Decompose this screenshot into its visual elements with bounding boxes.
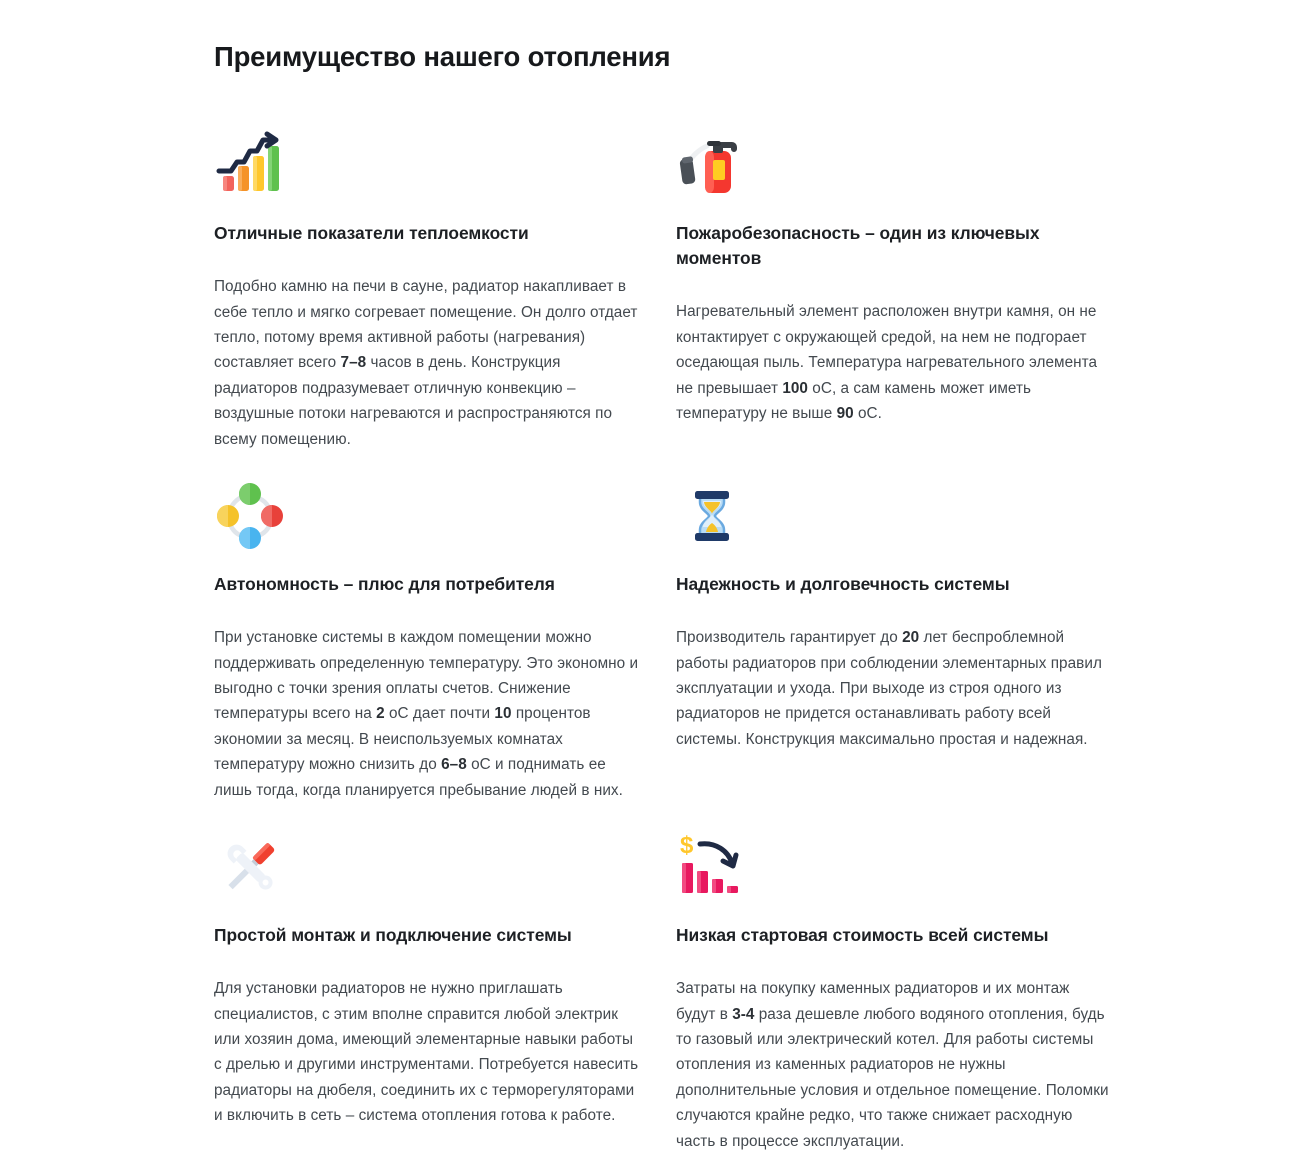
advantages-grid — [214, 129, 1111, 1154]
card-body: Затраты на покупку каменных радиаторов и их монтаж будут в 3-4 раза дешевле любого водяного отопления, будь то газовый или электрический котел. Для работы системы отопления из каменных радиаторов не нужны дополнительные условия и отдельное помещение. Поломки случаются крайне редко, что также снижает расходную часть в процессе эксплуатации. — [676, 980, 1109, 1150]
page-title: Преимущество нашего отопления — [214, 41, 671, 72]
card-body: Для установки радиаторов не нужно приглашать специалистов, с этим вполне справится любой электрик или хозяин дома, имеющий элементарные навыки работы с дрелью и другими инструментами. Потребуется навесить радиаторы на дюбеля, соединить их с терморегуляторами и включить в сеть – система отопления готова к работе. — [214, 980, 639, 1125]
cost-decline-chart-icon — [676, 831, 748, 903]
card-body: Подобно камню на печи в сауне, радиатор накапливает в себе тепло и мягко согревает помещение. Он долго отдает тепло, потому время активной работы (нагревания) составляет всего 7–8 часов в день. Конструкция радиаторов подразумевает отличную конвекцию – воздушные потоки нагреваются и распространяются по всему помещению. — [214, 278, 638, 448]
advantage-card-heat-capacity — [214, 129, 676, 452]
card-body: При установке системы в каждом помещении можно поддерживать определенную температуру. Это экономно и выгодно с точки зрения оплаты счетов. Снижение температуры всего на 2 оС дает почти 10 процентов экономии за месяц. В неиспользуемых комнатах температуру можно снизить до 6–8 оС и поднимать ее лишь тогда, когда планируется пребывание людей в них. — [214, 629, 639, 799]
advantage-card-fire-safety — [676, 129, 1111, 452]
card-title: Пожаробезопасность – один из ключевых моментов — [676, 223, 1040, 269]
advantage-card-autonomy — [214, 452, 676, 803]
autonomy-cycle-circles-icon — [214, 480, 286, 552]
fire-extinguisher-icon — [676, 129, 748, 201]
tools-wrench-screwdriver-icon — [214, 831, 286, 903]
card-title: Низкая стартовая стоимость всей системы — [676, 924, 1049, 945]
card-body: Производитель гарантирует до 20 лет беспроблемной работы радиаторов при соблюдении элементарных правил эксплуатации и ухода. При выходе из строя одного из радиаторов не придется останавливать работу всей системы. Конструкция максимально простая и надежная. — [676, 629, 1102, 748]
card-title: Автономность – плюс для потребителя — [214, 573, 555, 594]
card-title: Надежность и долговечность системы — [676, 573, 1010, 594]
card-title: Отличные показатели теплоемкости — [214, 223, 529, 243]
advantage-card-reliability — [676, 452, 1111, 803]
card-body: Нагревательный элемент расположен внутри камня, он не контактирует с окружающей средой, на нем не подгорает оседающая пыль. Температура нагревательного элемента не превышает 100 оС, а сам камень может иметь температуру не выше 90 оС. — [676, 303, 1098, 423]
hourglass-icon — [676, 480, 748, 552]
advantage-card-easy-installation — [214, 803, 676, 1154]
bar-chart-growth-icon — [214, 129, 286, 201]
advantage-card-low-cost — [676, 803, 1111, 1154]
card-title: Простой монтаж и подключение системы — [214, 924, 572, 945]
svg-text:$: $ — [680, 831, 694, 859]
